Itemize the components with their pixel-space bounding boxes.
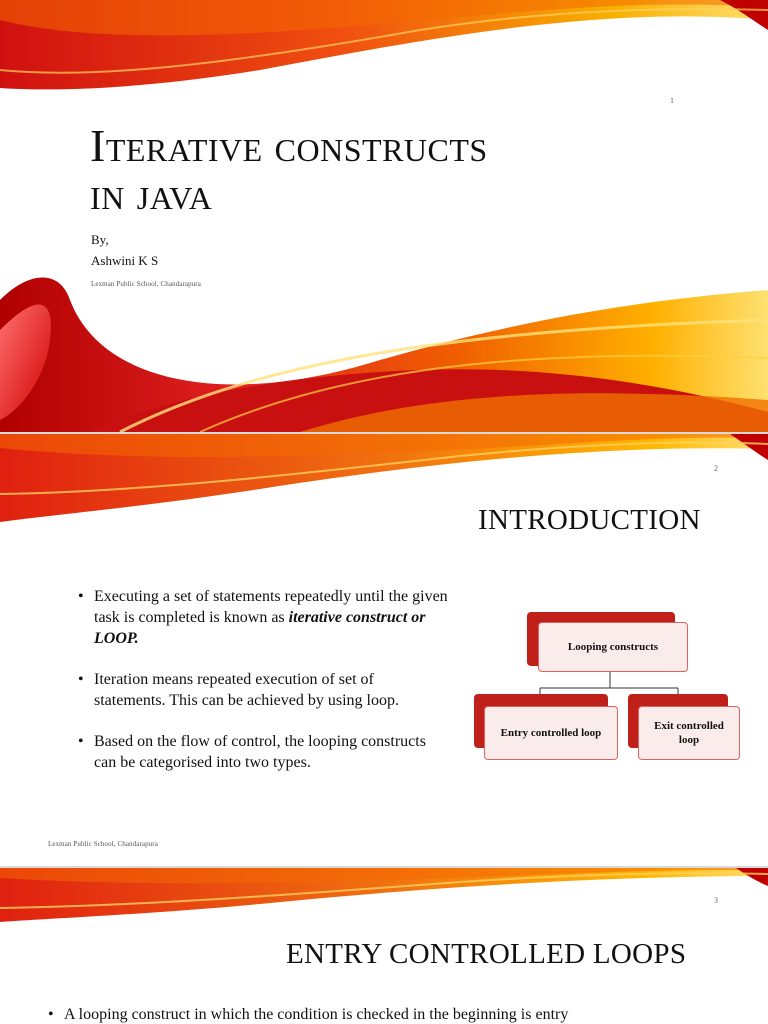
decorative-swoosh-icon bbox=[0, 868, 768, 928]
bullet-text: Executing a set of statements repeatedly until the given task is completed is known as bbox=[94, 588, 448, 626]
bullet-item: • Based on the flow of control, the looping constructs can be categorised into two types. bbox=[78, 731, 448, 773]
slide-1[interactable] bbox=[0, 0, 768, 432]
by-label: By, bbox=[91, 232, 109, 247]
root-node: Looping constructs bbox=[538, 622, 688, 672]
bullet-list bbox=[78, 586, 448, 793]
entry-controlled-node: Entry controlled loop bbox=[484, 706, 618, 760]
slide-heading: ENTRY CONTROLLED LOOPS bbox=[286, 938, 687, 970]
slide-2[interactable] bbox=[0, 434, 768, 866]
bullet-item: • Iteration means repeated execution of set of statements. This can be achieved by using loop. bbox=[78, 669, 448, 711]
bullet-item bbox=[78, 586, 448, 649]
title-line-2: in java bbox=[90, 168, 213, 219]
author-name: Ashwini K S bbox=[91, 253, 159, 268]
slide-footer: Lexman Public School, Chandarapura bbox=[91, 280, 201, 288]
slide-number: 3 bbox=[714, 896, 718, 905]
slide-heading: INTRODUCTION bbox=[478, 504, 701, 536]
slide-number: 2 bbox=[714, 464, 718, 473]
bullet-item: • A looping construct in which the condition is checked in the beginning is entry bbox=[48, 1004, 758, 1024]
title-line-1: Iterative constructs bbox=[90, 120, 488, 171]
exit-controlled-node: Exit controlled loop bbox=[638, 706, 740, 760]
slide-footer: Lexman Public School, Chandarapura bbox=[48, 840, 158, 848]
author-block bbox=[91, 229, 158, 271]
bullet-emphasis: iterative construct or LOOP. bbox=[94, 609, 426, 647]
bullet-list bbox=[48, 1004, 758, 1024]
looping-constructs-diagram bbox=[470, 608, 750, 768]
slide-3[interactable] bbox=[0, 868, 768, 1024]
slide-number: 1 bbox=[670, 96, 674, 105]
slide-title bbox=[90, 122, 690, 218]
